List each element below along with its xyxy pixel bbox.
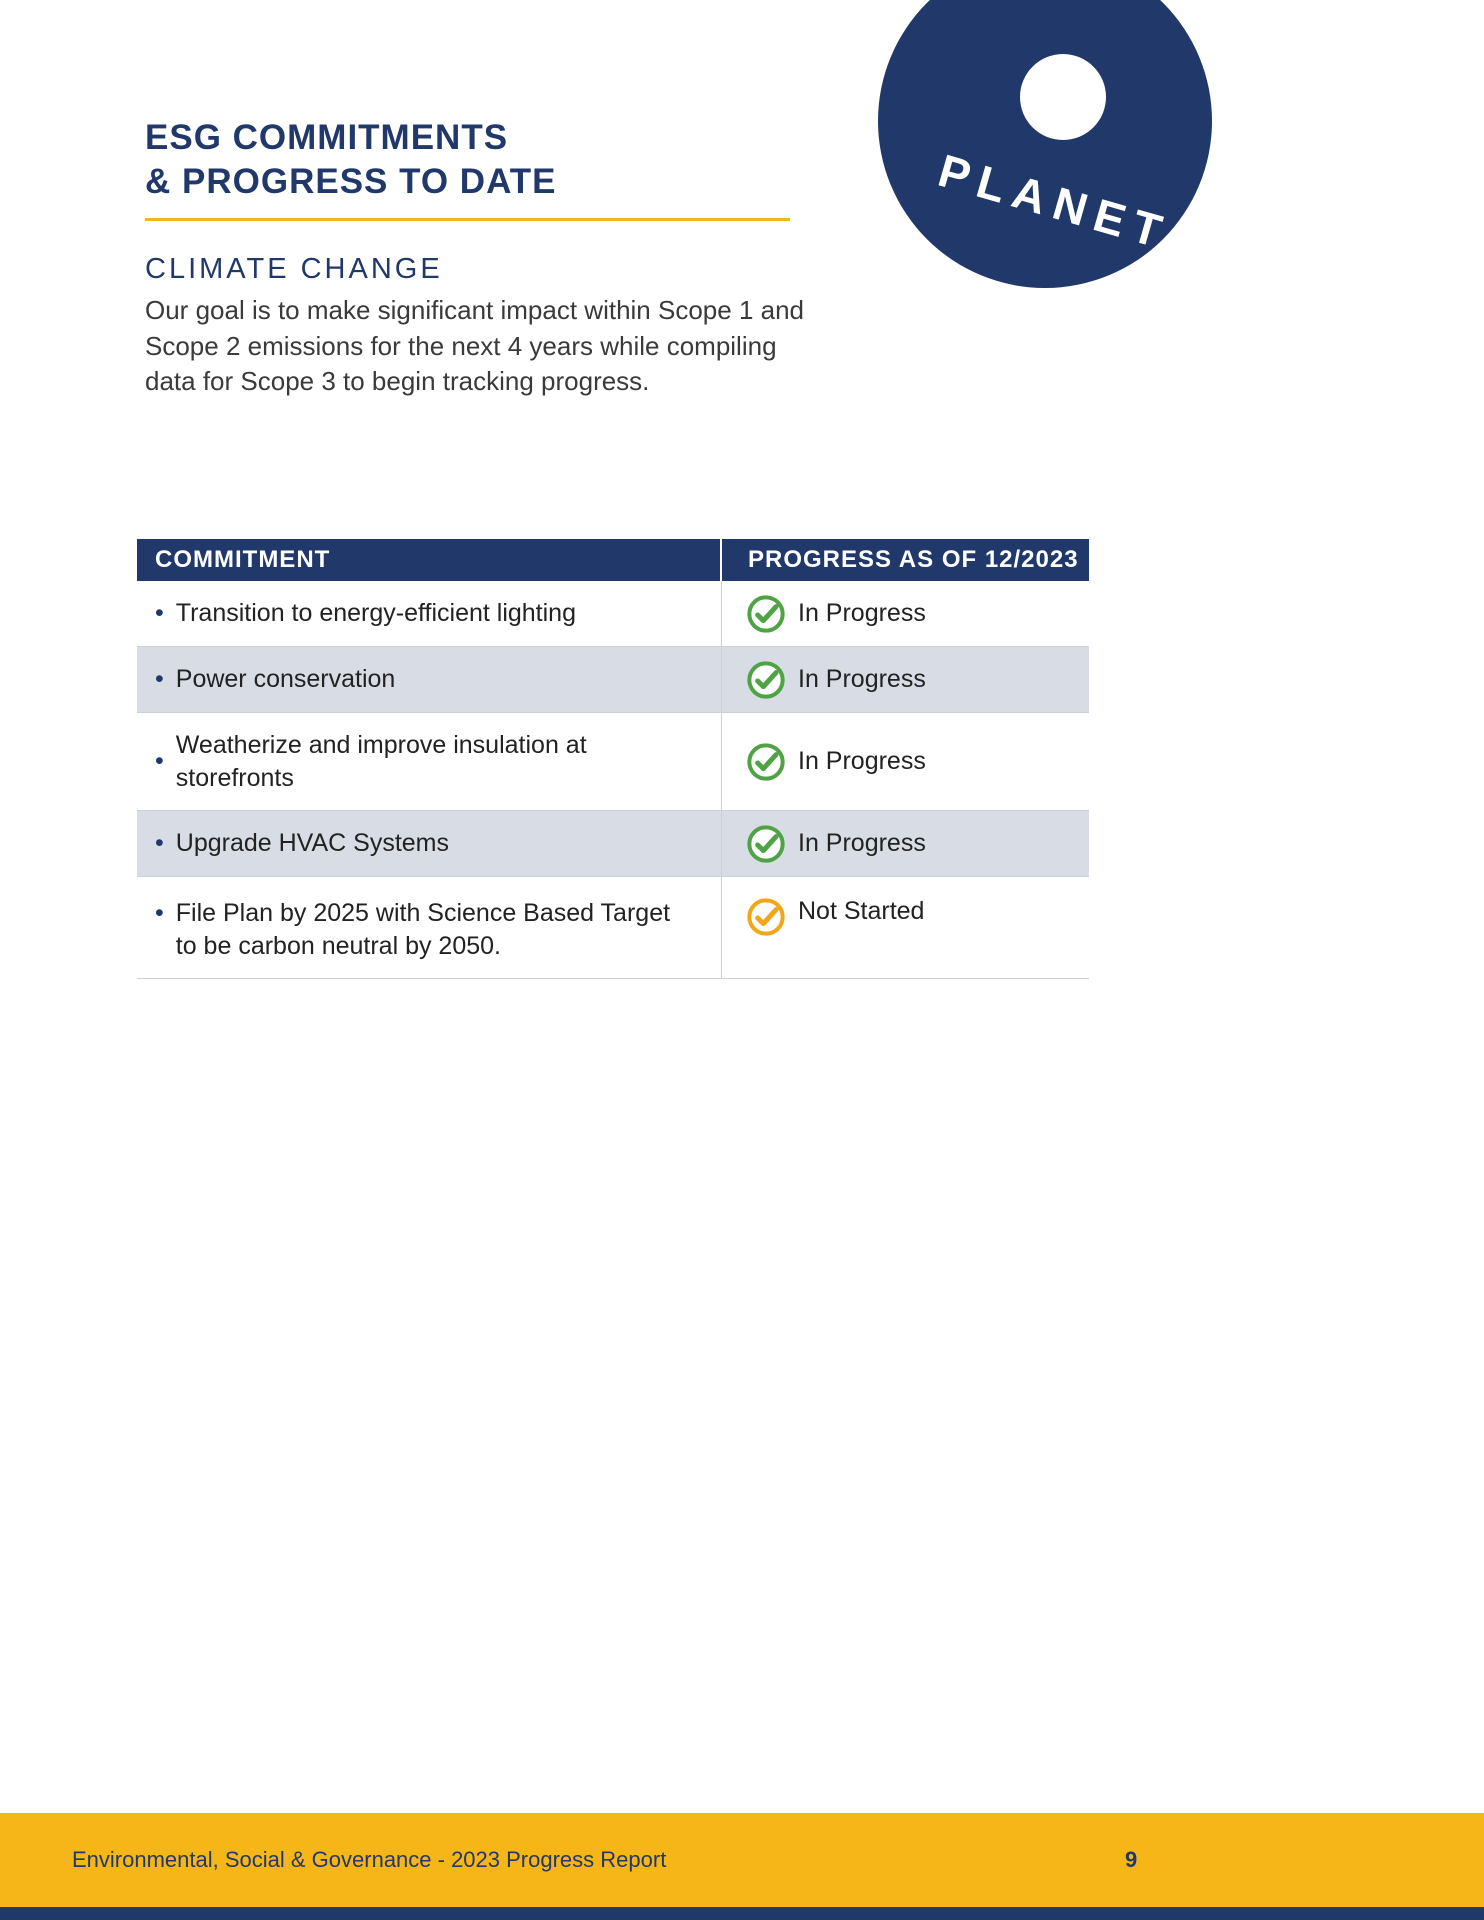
bullet-dot: • bbox=[155, 599, 164, 628]
commitment-cell bbox=[137, 647, 722, 712]
intro-paragraph: Our goal is to make significant impact within Scope 1 and Scope 2 emissions for the next 4 years while compiling data for Scope 3 to begin tracking progress. bbox=[145, 295, 805, 397]
commitment-cell bbox=[137, 581, 722, 646]
bullet-dot: • bbox=[155, 665, 164, 694]
status-label: In Progress bbox=[798, 747, 926, 775]
commitment-text: Power conservation bbox=[175, 665, 396, 694]
check-circle-icon bbox=[746, 660, 786, 700]
table-header-commitment: COMMITMENT bbox=[137, 539, 722, 581]
status-label: In Progress bbox=[798, 665, 926, 693]
page-title-line2: & PROGRESS TO DATE bbox=[145, 162, 557, 202]
commitments-table bbox=[137, 539, 1089, 979]
commitment-cell bbox=[137, 811, 722, 876]
page-title-line1: ESG COMMITMENTS bbox=[145, 118, 509, 157]
check-circle-icon bbox=[746, 594, 786, 634]
check-circle-icon bbox=[746, 742, 786, 782]
check-circle-icon bbox=[746, 897, 786, 937]
status-cell bbox=[722, 713, 1089, 810]
status-cell bbox=[722, 647, 1089, 712]
footer-text: Environmental, Social & Governance - 2023 Progress Report bbox=[72, 1847, 667, 1872]
status-cell bbox=[722, 811, 1089, 876]
commitment-text: Weatherize and improve insulation at storefronts bbox=[175, 731, 587, 792]
status-label: In Progress bbox=[798, 829, 926, 857]
page-title bbox=[145, 116, 805, 204]
commitment-text: File Plan by 2025 with Science Based Target to be carbon neutral by 2050. bbox=[175, 899, 671, 960]
check-circle-icon bbox=[746, 824, 786, 864]
title-underline bbox=[145, 218, 790, 221]
commitment-cell bbox=[137, 877, 722, 978]
table-row bbox=[137, 811, 1089, 877]
footer-page-number: 9 bbox=[1125, 1847, 1138, 1872]
footer-strip bbox=[0, 1907, 1484, 1920]
bullet-dot: • bbox=[155, 747, 164, 776]
status-label: Not Started bbox=[798, 897, 925, 925]
status-label: In Progress bbox=[798, 599, 926, 627]
planet-dot-icon bbox=[1020, 54, 1106, 140]
planet-badge-label: PLANET bbox=[932, 144, 1176, 260]
commitment-text: Upgrade HVAC Systems bbox=[175, 829, 450, 858]
bullet-dot: • bbox=[155, 829, 164, 858]
status-cell bbox=[722, 877, 1089, 978]
status-cell bbox=[722, 581, 1089, 646]
footer-band bbox=[0, 1813, 1484, 1907]
planet-badge bbox=[878, 0, 1212, 288]
table-row bbox=[137, 713, 1089, 811]
section-heading: CLIMATE CHANGE bbox=[145, 253, 443, 285]
table-row bbox=[137, 647, 1089, 713]
table-header-row bbox=[137, 539, 1089, 581]
commitment-cell bbox=[137, 713, 722, 810]
table-row bbox=[137, 581, 1089, 647]
table-header-progress: PROGRESS AS OF 12/2023 bbox=[748, 546, 1079, 573]
title-block bbox=[145, 116, 805, 221]
commitment-text: Transition to energy-efficient lighting bbox=[175, 599, 576, 628]
bullet-dot: • bbox=[155, 899, 164, 927]
table-row bbox=[137, 877, 1089, 979]
